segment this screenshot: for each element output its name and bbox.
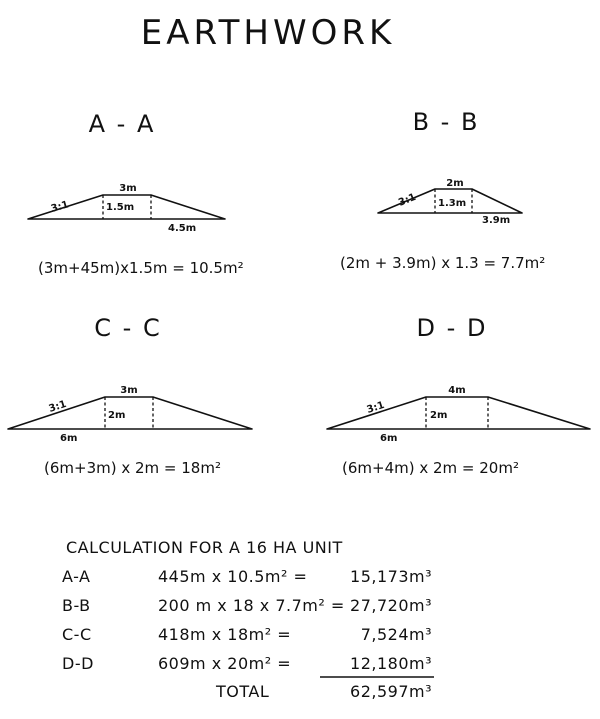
calc-row-result: 15,173m³	[350, 567, 432, 586]
section-d-d-label: D - D	[416, 314, 488, 342]
section-b-b-slope: 3:1	[397, 191, 418, 209]
calc-row-result: 7,524m³	[360, 625, 432, 644]
section-d-d	[327, 314, 590, 477]
section-c-c-base-width: 6m	[60, 433, 78, 444]
calc-row-expression: 200 m x 18 x 7.7m² =	[158, 596, 345, 615]
section-a-a	[28, 110, 244, 277]
section-a-a-top-width: 3m	[119, 183, 137, 194]
calc-row-expression: 609m x 20m² =	[158, 654, 292, 673]
section-c-c-height: 2m	[108, 410, 126, 421]
calc-row-result: 27,720m³	[350, 596, 432, 615]
calc-row-expression: 418m x 18m² =	[158, 625, 292, 644]
page-title: EARTHWORK	[140, 13, 396, 53]
section-c-c	[8, 314, 252, 477]
section-a-a-formula: (3m+45m)x1.5m = 10.5m²	[38, 259, 244, 277]
section-b-b-height: 1.3m	[438, 198, 467, 209]
section-c-c-trapezoid	[8, 397, 252, 429]
calc-row-section: B-B	[62, 596, 91, 615]
calculation-heading: CALCULATION FOR A 16 HA UNIT	[66, 538, 343, 557]
calc-row-a-a	[62, 567, 432, 586]
section-c-c-formula: (6m+3m) x 2m = 18m²	[44, 459, 221, 477]
section-a-a-label: A - A	[88, 110, 156, 138]
calculation-block	[62, 538, 434, 701]
section-d-d-height: 2m	[430, 410, 448, 421]
calc-row-c-c	[62, 625, 432, 644]
section-d-d-slope: 3:1	[365, 399, 386, 416]
section-b-b-formula: (2m + 3.9m) x 1.3 = 7.7m²	[340, 254, 546, 272]
calc-row-result: 12,180m³	[350, 654, 432, 673]
section-d-d-trapezoid	[327, 397, 590, 429]
calc-row-section: C-C	[62, 625, 92, 644]
section-d-d-base-width: 6m	[380, 433, 398, 444]
calc-row-section: A-A	[62, 567, 91, 586]
section-b-b	[340, 108, 545, 272]
section-c-c-slope: 3:1	[47, 398, 68, 415]
calc-row-expression: 445m x 10.5m² =	[158, 567, 308, 586]
calc-row-section: D-D	[62, 654, 94, 673]
calc-row-b-b	[62, 596, 432, 615]
section-a-a-height: 1.5m	[106, 202, 135, 213]
section-b-b-label: B - B	[412, 108, 480, 136]
section-b-b-top-width: 2m	[446, 178, 464, 189]
section-c-c-label: C - C	[94, 314, 162, 342]
section-c-c-top-width: 3m	[120, 385, 138, 396]
section-a-a-base-width: 4.5m	[168, 223, 197, 234]
section-d-d-top-width: 4m	[448, 385, 466, 396]
section-b-b-base-width: 3.9m	[482, 215, 511, 226]
calc-row-d-d	[62, 654, 432, 673]
section-d-d-formula: (6m+4m) x 2m = 20m²	[342, 459, 519, 477]
section-a-a-slope: 3:1	[49, 199, 71, 215]
total-value: 62,597m³	[350, 682, 432, 701]
total-label: TOTAL	[216, 682, 270, 701]
